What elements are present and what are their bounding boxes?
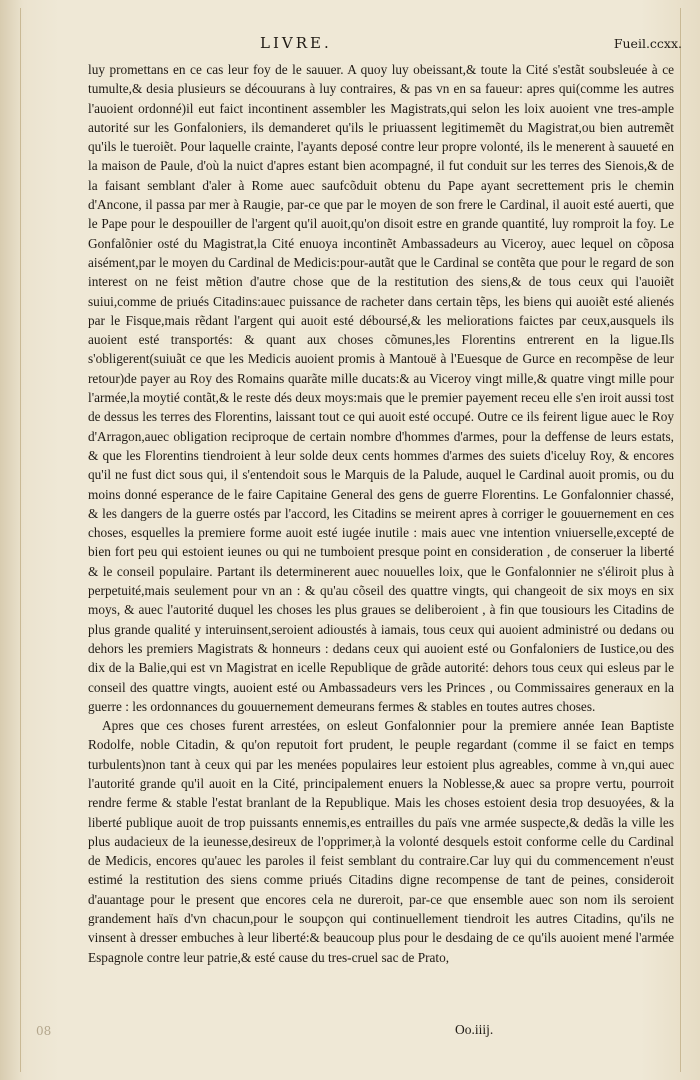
paragraph: luy promettans en ce cas leur foy de le sauuer. A quoy luy obeissant,& toute la Cité s'estãt soubsleuée à ce tumulte,& desia plusieurs se découurans à luy contraires, & pas vn en sa faueur: apres qui(comme les autres l'auoient ordonné)il eut faict incontinent assembler les Magistrats,qui selon les loix auoient vne tres-ample autorité sur les Gonfaloniers, ils demanderet qu'ils le priuassent legitimemẽt du Magistrat,ou bien autremẽt qu'ils le tueroiẽt. Pour laquelle crainte, l'ayants deposé contre leur propre volonté, ils le menerent à sauueté en la maison de Paule, d'où la nuict d'apres estant bien acompagné, il fut conduit sur les terres des Sienois,& de la faisant semblant d'aler à Rome auec saufcõduit obtenu du Pape ayant secrettement pris le chemin d'Ancone, il passa par mer à Raugie, par-ce que par le moyen de son frere le Cardinal, il auoit esté auerti, que le Pape pour le despouiller de l'argent qu'il auoit,qu'on disoit estre en grande quantité, luy romproit la foy. Le Gonfalõnier osté du Magistrat,la Cité enuoya incontinẽt Ambassadeurs au Viceroy, auec lequel on cõposa aisément,par le moyen du Cardinal de Medicis:pour-autãt que le Cardinal se contẽta que pour le regard de son interest on ne feist mẽtion d'autre chose que de la restitution des siens,& de tous ceux qui l'auoiẽt suiui,comme de priués Citadins:auec puissance de racheter dans certain tẽps, les biens qui auoiẽt esté alienés par le Fisque,mais rẽdant l'argent qui auoit esté déboursé,& les meliorations faictes par ceux,ausquels ils auoient esté transportés: & quant aux choses cõmunes,les Florentins entrerent en la ligue.Ils s'obligerent(suiuãt ce que les Medicis auoient promis à Mantouë à l'Euesque de Gurce en recompẽse de leur retour)de payer au Roy des Romains quarãte mille ducats:& au Viceroy vingt mille,& quatre vingt mille pour l'armée,la moytié contãt,& le reste dés deux moys:mais que le premier payement receu elle s'en iroit aussi tost de dessus les terres des Florentins, laissant tout ce qui auoit esté occupé. Outre ce ils feirent ligue auec le Roy d'Arragon,auec obligation reciproque de certain nombre d'hommes d'armes, pour la deffense de leurs estats, & que les Florentins tiendroient à leur solde deux cents hommes d'armes des suiets d'iceluy Roy, & encores qu'il ne fust dict sous qui, il s'entendoit sous le Marquis de la Palude, auquel le Cardinal auoit promis, ou du moins donné esperance de le faire Capitaine General des gens de guerre Florentins. Le Gonfalonnier chassé, & les dangers de la guerre ostés par l'accord, les Citadins se meirent apres à corriger le gouuernement en ces choses, esquelles la premiere forme auoit esté iugée inutile : mais auec vne intention vniuerselle,excepté de bien fort peu qui estoient ieunes ou qui ne tumboient presque point en consideration , de conseruer la liberté & le conseil populaire. Partant ils determinerent auec nouuelles loix, que le Gonfalonnier ne s'éliroit plus à perpetuité,mais seulement pour vn an : & qu'au cõseil des quattre vingts, qui changeoit de six moys en six moys, & auec l'autorité duquel les choses les plus graues se deliberoient , à fin que tousiours les Citadins de plus grande qualité y interuinsent,seroient adioustés à iamais, tous ceux qui auoient administré ou dedans ou dehors les premiers Magistrats & honneurs : dedans ceux qui auoient esté ou Gonfaloniers de Iustice,ou des dix de la Balie,qui est vn Magistrat en icelle Republique de grãde autorité: dehors tous ceux qui esleus par le conseil des quattre vingts, auoient esté ou Ambassadeurs vers les Princes , ou Commissaires generaux en la guerre : les ordonnances du gouuernement demeurans fermes & stables en toutes autres choses. (88, 62, 674, 714)
bleed-through-mark: 08 (36, 1024, 52, 1038)
body-text (88, 60, 674, 967)
running-head: LIVRE. (260, 34, 332, 52)
signature-mark: Oo.iiij. (455, 1022, 494, 1037)
paragraph: Apres que ces choses furent arrestées, on esleut Gonfalonnier pour la premiere année Iean Baptiste Rodolfe, noble Citadin, & qu'on reputoit fort prudent, le peuple regardant (comme il se faict en temps turbulents)non tant à ceux qui par les menées populaires leur estoient plus agreables, comme à vn,qui auec l'autorité grande qu'il auoit en la Cité, principalement enuers la Noblesse,& auec sa propre vertu, pourroit rendre ferme & stable l'estat branlant de la Republique. Mais les choses estoient desia trop desuoyées, & la liberté publique auoit de trop puissants ennemis,es entrailles du païs vne armée suspecte,& dedãs la ville les plus audacieux de la ieunesse,desireux de l'opprimer,à la volonté desquels estoit conforme celle du Cardinal de Medicis, encores qu'auec les paroles il feist semblant du contraire.Car luy qui du commencement n'eust estimé la restitution des siens comme priués Citadins digne recompense de tant de peines, consideroit d'auantage pour le present que encores cela ne dureroit, par-ce que ensemble auec son nom ils seroient grandement haïs d'vn chacun,pour le soupçon qui continuellement tiendroit les autres Citadins, qu'ils ne vinsent à dresser embuches à leur liberté:& beaucoup plus pour le desdaing de ce qu'ils auoient mené l'armée Espagnole contre leur patrie,& esté cause du tres-cruel sac de Prato, (88, 718, 674, 965)
page-header (250, 34, 690, 56)
left-margin-rule (20, 8, 21, 1072)
right-margin-rule (680, 8, 681, 1072)
folio-number: Fueil.ccxx. (613, 36, 682, 51)
